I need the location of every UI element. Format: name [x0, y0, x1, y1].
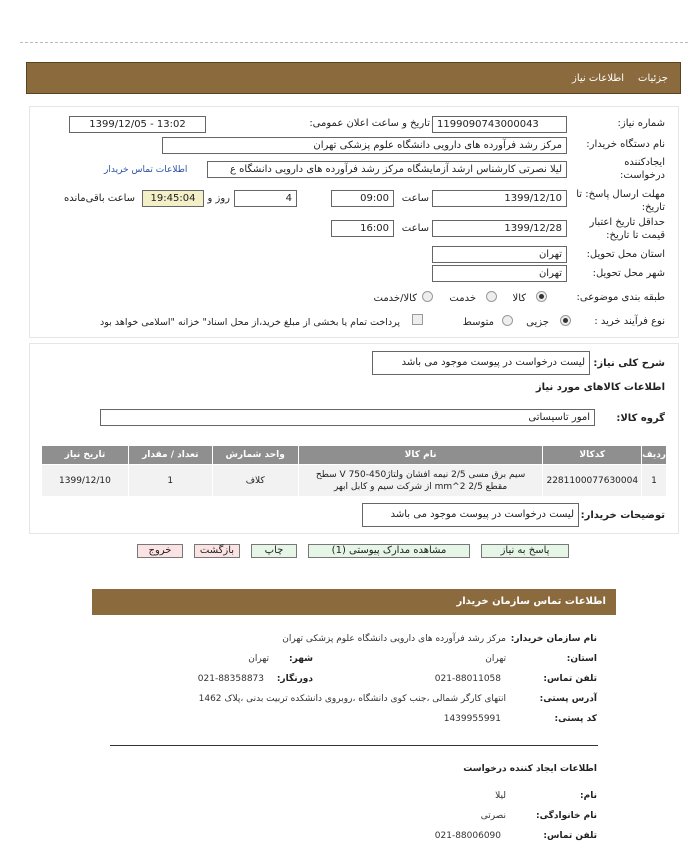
- category-goods-radio[interactable]: [536, 291, 547, 302]
- city-label: شهر محل تحویل:: [592, 268, 665, 279]
- reply-button[interactable]: پاسخ به نیاز: [481, 544, 569, 558]
- creator-label-2: درخواست:: [620, 170, 665, 181]
- process-medium-label: متوسط: [462, 317, 494, 328]
- tab-details[interactable]: جزئیات: [638, 72, 668, 84]
- treasury-checkbox[interactable]: [412, 314, 423, 325]
- province-label: استان محل تحویل:: [586, 249, 665, 260]
- contact-org: مرکز رشد فرآورده های دارویی دانشگاه علوم پزشکی تهران: [282, 634, 506, 644]
- days-field: 4: [234, 190, 297, 207]
- contact-province: تهران: [485, 654, 506, 664]
- remaining-label: ساعت باقی‌مانده: [63, 193, 135, 204]
- creator-phone: 021-88006090: [434, 831, 501, 841]
- validity-time-label: ساعت: [401, 223, 429, 234]
- city-field: تهران: [432, 265, 567, 282]
- contact-province-label: استان:: [566, 654, 597, 664]
- col-date: تاریخ نیاز: [42, 446, 129, 465]
- category-service-label: خدمت: [449, 293, 476, 304]
- payment-note: پرداخت تمام یا بخشی از مبلغ خرید،از محل اسناد" خزانه "اسلامی خواهد بود: [100, 317, 400, 328]
- print-button[interactable]: چاپ: [251, 544, 297, 558]
- cell-code: 2281100077630004: [543, 465, 642, 497]
- day-label: روز و: [207, 193, 230, 204]
- col-qty: تعداد / مقدار: [128, 446, 212, 465]
- process-minor-label: جزیی: [526, 317, 549, 328]
- cell-name: [298, 465, 543, 497]
- contact-title-bar: اطلاعات تماس سازمان خریدار: [92, 589, 616, 615]
- process-minor-radio[interactable]: [560, 315, 571, 326]
- creator-label-1: ایجادکننده: [624, 157, 665, 168]
- buyer-org-field: مرکز رشد فرآورده های دارویی دانشگاه علوم پزشکی تهران: [162, 137, 567, 154]
- contact-fax: 021-88358873: [197, 674, 264, 684]
- cell-unit: کلاف: [212, 465, 298, 497]
- announce-label: تاریخ و ساعت اعلان عمومی:: [309, 118, 430, 129]
- remaining-time-field: 19:45:04: [142, 190, 204, 207]
- contact-postal: 1439955991: [443, 714, 501, 724]
- validity-time-field: 16:00: [331, 220, 394, 237]
- process-medium-radio[interactable]: [502, 315, 513, 326]
- creator-name-label: نام:: [580, 791, 597, 801]
- cell-qty: 1: [128, 465, 212, 497]
- deadline-date-field: 1399/12/10: [432, 190, 567, 207]
- creator-family: نصرتی: [480, 811, 506, 821]
- buyer-notes-field: لیست درخواست در پیوست موجود می باشد: [362, 503, 579, 527]
- buyer-org-label: نام دستگاه خریدار:: [586, 139, 665, 150]
- category-both-label: کالا/خدمت: [373, 293, 417, 304]
- category-service-radio[interactable]: [486, 291, 497, 302]
- contact-postal-label: کد پستی:: [554, 714, 597, 724]
- deadline-label-1: مهلت ارسال پاسخ: تا: [576, 189, 665, 200]
- contact-city: تهران: [248, 654, 269, 664]
- goods-group-field: امور تاسیساتی: [100, 409, 595, 426]
- cell-row: 1: [642, 465, 667, 497]
- contact-org-label: نام سازمان خریدار:: [510, 634, 597, 644]
- deadline-label-2: تاریخ:: [641, 202, 665, 213]
- category-both-radio[interactable]: [422, 291, 433, 302]
- need-desc-label: شرح کلی نیاز:: [593, 358, 665, 369]
- tab-need-info[interactable]: اطلاعات نیاز: [572, 72, 625, 84]
- cell-date: 1399/12/10: [42, 465, 129, 497]
- need-number-label: شماره نیاز:: [617, 118, 665, 129]
- col-name: نام کالا: [298, 446, 543, 465]
- validity-label-1: حداقل تاریخ اعتبار: [589, 217, 665, 228]
- cell-name-line-2: مقطع 2/5 mm^2 از شرکت سیم و کابل ابهر: [333, 481, 508, 492]
- contact-address-label: آدرس پستی:: [539, 694, 597, 704]
- creator-phone-label: تلفن تماس:: [543, 831, 597, 841]
- deadline-time-label: ساعت: [401, 193, 429, 204]
- contact-address: انتهای کارگر شمالی ،جنب کوی دانشگاه ،روبروی دانشکده تربیت بدنی ،پلاک 1462: [198, 694, 506, 704]
- category-label: طبقه بندی موضوعی:: [576, 292, 665, 303]
- header-bar: [26, 62, 681, 94]
- table-row: [42, 465, 667, 497]
- need-desc-field: لیست درخواست در پیوست موجود می باشد: [372, 351, 590, 375]
- buyer-notes-label: توضیحات خریدار:: [580, 510, 665, 521]
- cell-name-line-1: سیم برق مسی 2/5 نیمه افشان ولتاژ450-750 V سطح: [315, 469, 526, 480]
- creator-family-label: نام خانوادگی:: [535, 811, 597, 821]
- contact-phone-label: تلفن تماس:: [543, 674, 597, 684]
- contact-divider: [110, 745, 598, 746]
- creator-name: لیلا: [495, 791, 506, 801]
- contact-city-label: شهر:: [289, 654, 313, 664]
- province-field: تهران: [432, 246, 567, 263]
- goods-group-label: گروه کالا:: [616, 413, 665, 424]
- buyer-contact-link[interactable]: اطلاعات تماس خریدار: [104, 165, 188, 175]
- creator-field: لیلا نصرتی کارشناس ارشد آزمایشگاه مرکز رشد فرآورده های دارویی دانشگاه ع: [207, 161, 567, 178]
- col-code: کدکالا: [543, 446, 642, 465]
- col-unit: واحد شمارش: [212, 446, 298, 465]
- top-divider: [20, 42, 688, 43]
- goods-table: [41, 445, 667, 497]
- attachments-button[interactable]: مشاهده مدارک پیوستی (1): [308, 544, 470, 558]
- validity-date-field: 1399/12/28: [432, 220, 567, 237]
- process-label: نوع فرآیند خرید :: [594, 316, 665, 327]
- category-goods-label: کالا: [512, 293, 526, 304]
- announce-field: 1399/12/05 - 13:02: [69, 116, 206, 133]
- back-button[interactable]: بازگشت: [194, 544, 240, 558]
- validity-label-2: قیمت تا تاریخ:: [606, 230, 665, 241]
- contact-fax-label: دورنگار:: [276, 674, 313, 684]
- exit-button[interactable]: خروج: [137, 544, 183, 558]
- creator-info-title: اطلاعات ایجاد کننده درخواست: [463, 764, 597, 774]
- col-row: ردیف: [642, 446, 667, 465]
- need-number-field: 1199090743000043: [432, 116, 567, 133]
- deadline-time-field: 09:00: [331, 190, 394, 207]
- contact-phone: 021-88011058: [434, 674, 501, 684]
- goods-info-title: اطلاعات کالاهای مورد نیاز: [535, 382, 665, 393]
